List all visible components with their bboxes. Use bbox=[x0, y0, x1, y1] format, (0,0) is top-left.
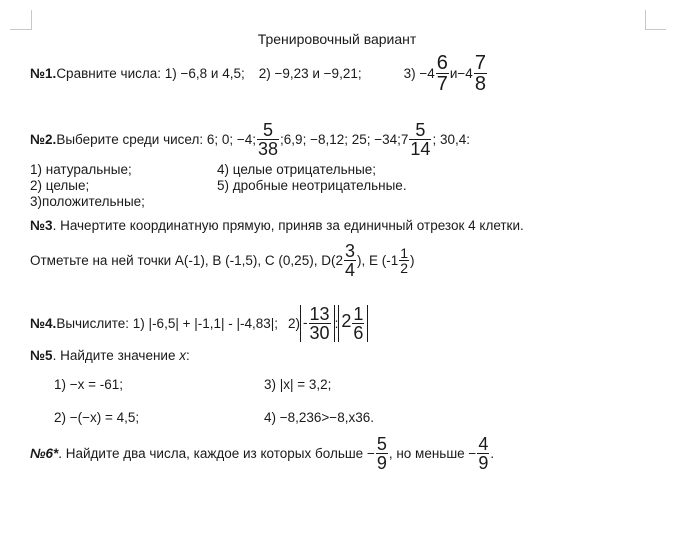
task-4-text: Вычислите: 1) |-6,5| + |-1,1| - |-4,83|; bbox=[56, 315, 279, 331]
option: 2) целые; bbox=[30, 178, 90, 193]
task-2-label: №2. bbox=[30, 131, 57, 147]
task-1-label: №1. bbox=[30, 65, 57, 81]
option: 5) дробные неотрицательные. bbox=[217, 178, 407, 193]
margin-corner-mark-left bbox=[10, 10, 32, 30]
task-3-line-1 bbox=[30, 218, 524, 233]
task-5-item: 4) −8,236>−8,x36. bbox=[264, 410, 374, 425]
fraction: $\frac{13}{30}$ bbox=[309, 303, 330, 343]
option: 3)положительные; bbox=[30, 194, 145, 209]
task-6-label: №6* bbox=[30, 445, 59, 461]
task-1-text: Сравните числа: 1) −6,8 и 4,5; bbox=[56, 65, 245, 81]
page-title: Тренировочный вариант bbox=[257, 31, 417, 47]
variable-x: x bbox=[179, 348, 186, 363]
fraction: $\frac{1}{6}$ bbox=[353, 303, 364, 343]
task-1-part3-prefix: 3) −4 bbox=[403, 65, 435, 81]
fraction: $\frac{5}{38}$ bbox=[258, 119, 279, 159]
fraction: $\frac{7}{8}$ bbox=[474, 51, 486, 95]
fraction: $\frac{1}{2}$ bbox=[400, 244, 409, 276]
task-5-text: . Найдите значение bbox=[52, 348, 180, 363]
task-5-item: 1) −x = -61; bbox=[54, 377, 124, 392]
task-1 bbox=[30, 50, 488, 96]
task-4-label: №4. bbox=[30, 315, 57, 331]
task-1-part2: 2) −9,23 и −9,21; bbox=[258, 65, 362, 81]
task-2-end: ; 30,4: bbox=[432, 131, 470, 147]
task-5-item: 2) −(−x) = 4,5; bbox=[54, 410, 140, 425]
fraction: $\frac{6}{7}$ bbox=[436, 51, 448, 95]
absolute-value: - $\frac{13}{30}$ bbox=[300, 305, 335, 342]
task-6-mid: , но меньше − bbox=[388, 445, 477, 461]
task-3-line-2 bbox=[30, 240, 415, 280]
task-2 bbox=[30, 117, 470, 161]
task-3-mid: ), Е (-1 bbox=[356, 252, 399, 268]
task-2-options-left bbox=[30, 162, 145, 210]
task-2-text: Выберите среди чисел: 6; 0; −4; bbox=[56, 131, 257, 147]
task-3-label: №3 bbox=[30, 218, 53, 233]
margin-corner-mark-right bbox=[645, 10, 666, 30]
task-6-text: . Найдите два числа, каждое из которых больше − bbox=[58, 445, 375, 461]
fraction: $\frac{3}{4}$ bbox=[344, 240, 355, 280]
fraction: $\frac{4}{9}$ bbox=[478, 433, 489, 473]
task-6 bbox=[30, 430, 494, 476]
absolute-value: 2 $\frac{1}{6}$ bbox=[338, 305, 368, 342]
task-4-part2: 2) bbox=[288, 315, 301, 331]
task-4 bbox=[30, 298, 368, 348]
task-3-text: . Начертите координатную прямую, приняв за единичный отрезок 4 клетки. bbox=[52, 218, 524, 233]
option: 1) натуральные; bbox=[30, 162, 132, 177]
fraction: $\frac{5}{14}$ bbox=[410, 119, 431, 159]
task-5-label: №5 bbox=[30, 348, 53, 363]
task-2-mid: ;6,9; −8,12; 25; −34;7 bbox=[280, 131, 409, 147]
task-3-points: Отметьте на ней точки А(-1), В (-1,5), С (0,25), D(2 bbox=[30, 252, 343, 268]
task-6-end: . bbox=[490, 445, 495, 461]
division-sign: : bbox=[334, 315, 339, 331]
task-3-end: ) bbox=[410, 252, 415, 268]
task-1-mid: и−4 bbox=[449, 65, 473, 81]
option: 4) целые отрицательные; bbox=[217, 162, 377, 177]
task-2-options-right bbox=[217, 162, 407, 194]
fraction: $\frac{5}{9}$ bbox=[376, 433, 387, 473]
task-5-heading: №5. Найдите значение x: bbox=[30, 348, 190, 363]
task-5-item: 3) |x| = 3,2; bbox=[264, 377, 332, 392]
